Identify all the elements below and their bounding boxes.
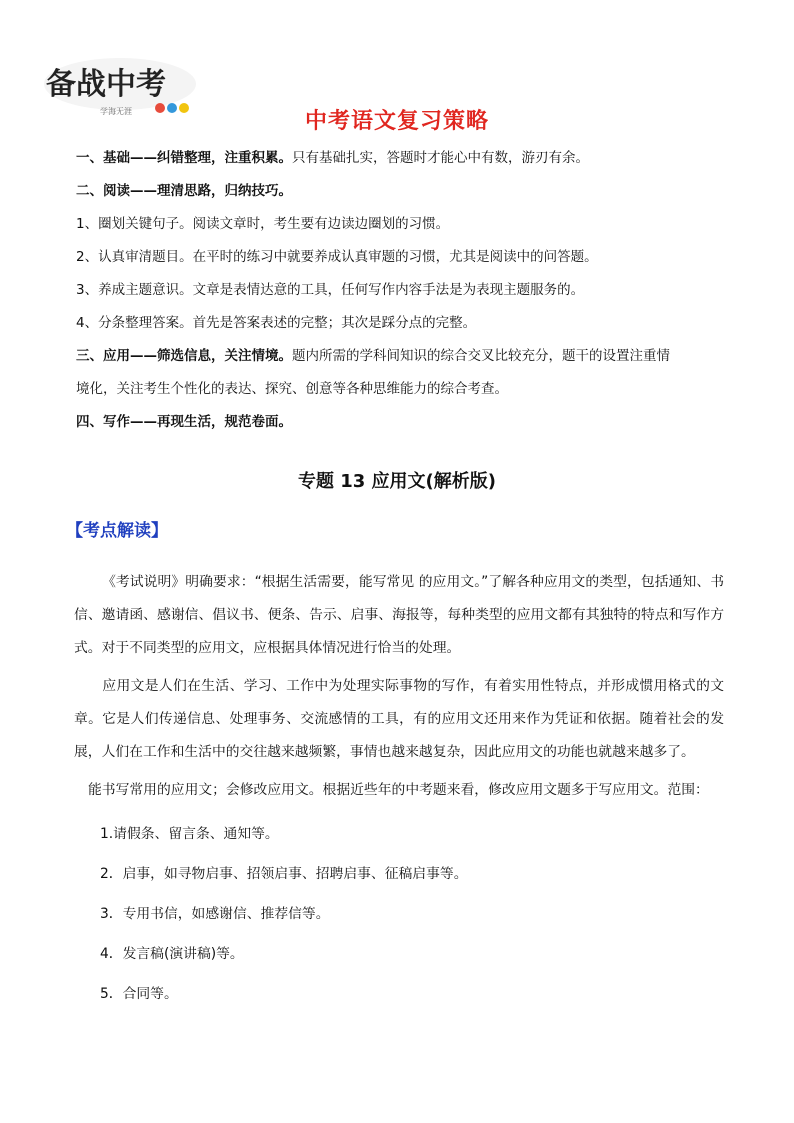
- strategy-line-8: [76, 377, 508, 397]
- paragraph-1: [74, 566, 724, 665]
- subject-title: 专题 13 应用文(解析版): [297, 471, 497, 492]
- paragraph-text: 《考试说明》明确要求：“根据生活需要，能写常见 的应用文。”了解各种应用文的类型，包括通知、书信、邀请函、感谢信、倡议书、便条、告示、启事、海报等，每种类型的应用文都有其独特的特点和写作方式。对于不同类型的应用文，应根据具体情况进行恰当的处理。: [74, 574, 724, 656]
- strategy-head: 二、阅读——理清思路，归纳技巧。: [76, 183, 292, 199]
- strategy-head: 一、基础——纠错整理，注重积累。: [76, 150, 292, 166]
- strategy-line-9: [76, 410, 292, 430]
- logo-subtext: 学海无涯: [100, 107, 132, 116]
- scope-item: 4．发言稿(演讲稿)等。: [100, 946, 244, 962]
- paragraph-2: [74, 670, 724, 769]
- section-heading: 【考点解读】: [66, 521, 168, 541]
- page-title: 中考语文复习策略: [304, 109, 489, 134]
- strategy-body: 3、养成主题意识。文章是表情达意的工具，任何写作内容手法是为表现主题服务的。: [76, 282, 585, 298]
- strategy-body: 4、分条整理答案。首先是答案表述的完整；其次是踩分点的完整。: [76, 315, 477, 331]
- strategy-line-1: [76, 146, 589, 166]
- strategy-head: 三、应用——筛选信息，关注情境。: [76, 348, 292, 364]
- strategy-body: 境化，关注考生个性化的表达、探究、创意等各种思维能力的综合考查。: [76, 381, 508, 397]
- logo-text: 备战中考: [46, 67, 166, 102]
- strategy-body: 题内所需的学科间知识的综合交叉比较充分，题干的设置注重情: [292, 348, 670, 364]
- paragraph-text: 能书写常用的应用文；会修改应用文。根据近些年的中考题来看，修改应用文题多于写应用文。范围：: [88, 782, 709, 798]
- strategy-line-5: [76, 278, 584, 298]
- strategy-line-3: [76, 212, 449, 232]
- strategy-line-7: [76, 344, 670, 364]
- paragraph-3: [88, 774, 738, 807]
- strategy-line-2: [76, 179, 292, 199]
- strategy-line-4: [76, 245, 598, 265]
- paragraph-text: 应用文是人们在生活、学习、工作中为处理实际事物的写作，有着实用性特点，并形成惯用格式的文章。它是人们传递信息、处理事务、交流感情的工具，有的应用文还用来作为凭证和依据。随着社会的发展，人们在工作和生活中的交往越来越频繁，事情也越来越复杂，因此应用文的功能也就越来越多了。: [74, 678, 724, 760]
- scope-item: 5．合同等。: [100, 986, 178, 1002]
- strategy-line-6: [76, 311, 476, 331]
- strategy-head: 四、写作——再现生活，规范卷面。: [76, 414, 292, 430]
- strategy-body: 1、圈划关键句子。阅读文章时，考生要有边读边圈划的习惯。: [76, 216, 450, 232]
- strategy-body: 2、认真审清题目。在平时的练习中就要养成认真审题的习惯，尤其是阅读中的问答题。: [76, 249, 598, 265]
- scope-item: 1.请假条、留言条、通知等。: [100, 826, 279, 842]
- strategy-body: 只有基础扎实，答题时才能心中有数，游刃有余。: [292, 150, 589, 166]
- scope-item: 3．专用书信，如感谢信、推荐信等。: [100, 906, 330, 922]
- scope-item: 2．启事，如寻物启事、招领启事、招聘启事、征稿启事等。: [100, 866, 468, 882]
